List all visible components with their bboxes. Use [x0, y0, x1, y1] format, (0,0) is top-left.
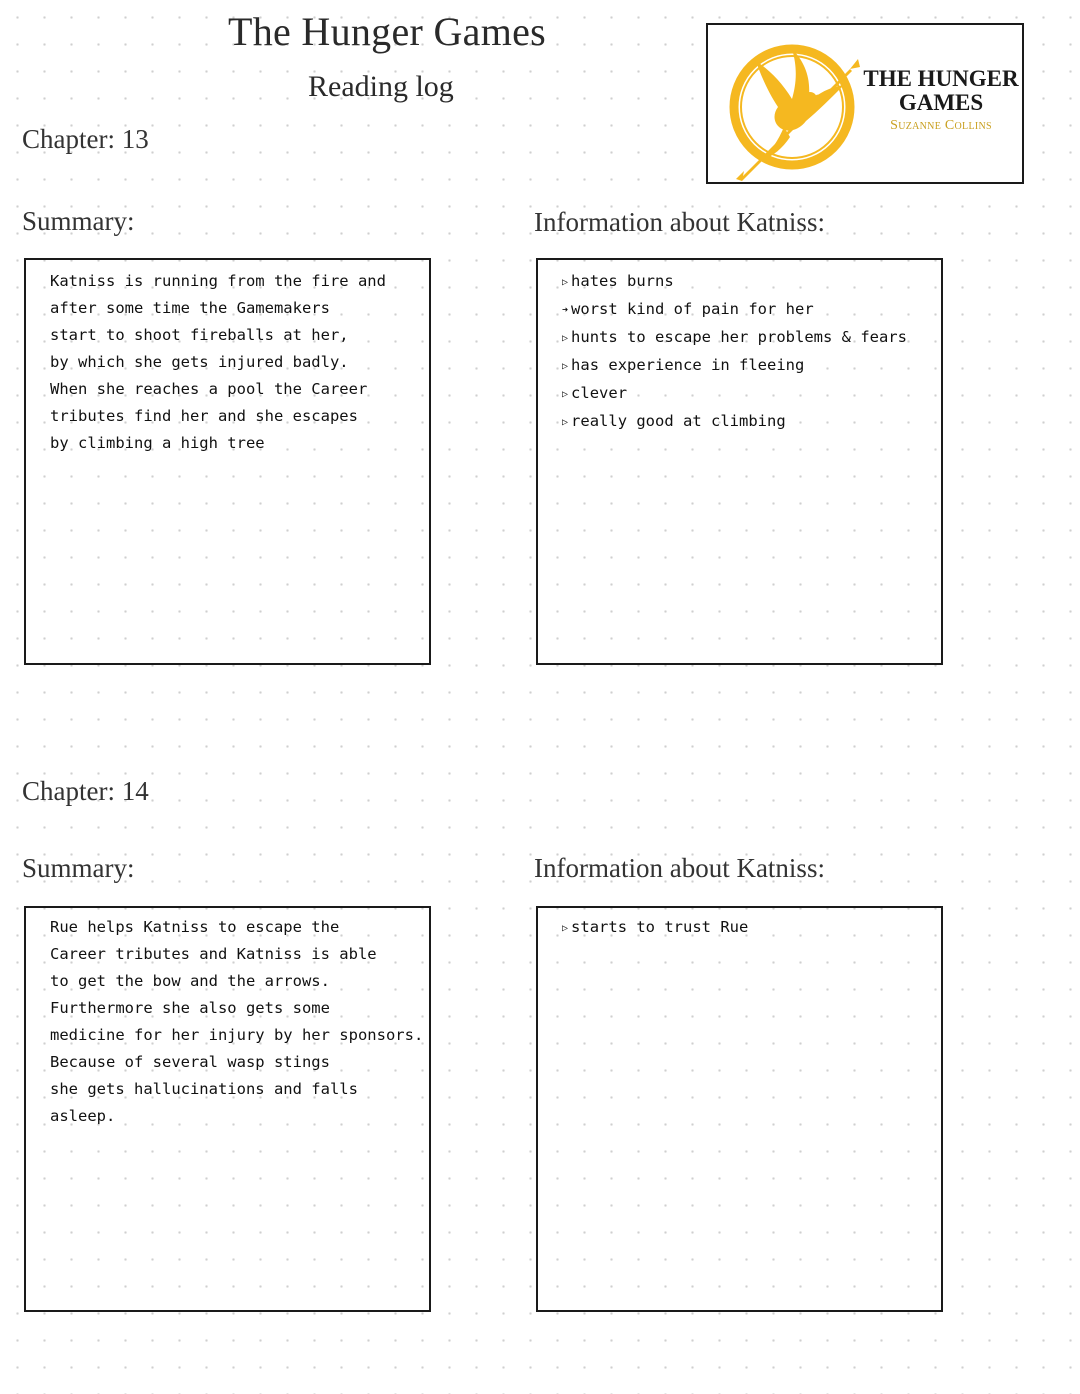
cover-author: Suzanne Collins — [890, 118, 992, 133]
list-item: ▷ starts to trust Rue — [562, 914, 748, 942]
info-box — [536, 258, 943, 665]
summary-line: start to shoot fireballs at her, — [50, 326, 349, 344]
summary-label: Summary: — [22, 853, 135, 883]
mockingjay-icon — [726, 29, 866, 183]
list-item: ▷ hates burns — [562, 268, 907, 296]
info-label: Information about Katniss: — [534, 853, 825, 883]
cover-title: THE HUNGER GAMES — [863, 66, 1019, 115]
arrow-bullet-icon: ➜ — [562, 305, 569, 316]
summary-line: asleep. — [50, 1107, 116, 1125]
summary-line: Furthermore she also gets some — [50, 999, 330, 1017]
list-item: ▷ hunts to escape her problems & fears — [562, 324, 907, 352]
summary-line: after some time the Gamemakers — [50, 299, 330, 317]
summary-box — [24, 258, 431, 665]
list-item: ▷ clever — [562, 380, 907, 408]
arrow-bullet-icon: ▷ — [562, 389, 569, 400]
arrow-bullet-icon: ▷ — [562, 417, 569, 428]
arrow-bullet-icon: ▷ — [562, 361, 569, 372]
info-label: Information about Katniss: — [534, 207, 825, 237]
list-item: ▷ really good at climbing — [562, 408, 907, 436]
summary-line: by which she gets injured badly. — [50, 353, 349, 371]
arrow-bullet-icon: ▷ — [562, 333, 569, 344]
summary-text — [50, 914, 423, 1130]
summary-line: medicine for her injury by her sponsors. — [50, 1026, 424, 1044]
summary-text — [50, 268, 386, 457]
summary-line: Katniss is running from the fire and — [50, 272, 386, 290]
info-box — [536, 906, 943, 1312]
arrow-bullet-icon: ▷ — [562, 277, 569, 288]
summary-box — [24, 906, 431, 1312]
summary-line: When she reaches a pool the Career — [50, 380, 368, 398]
summary-line: Career tributes and Katniss is able — [50, 945, 377, 963]
page-subtitle: Reading log — [308, 70, 454, 103]
list-item: ▷ has experience in fleeing — [562, 352, 907, 380]
summary-line: Rue helps Katniss to escape the — [50, 918, 340, 936]
page-title: The Hunger Games — [228, 9, 547, 54]
summary-line: to get the bow and the arrows. — [50, 972, 330, 990]
summary-label: Summary: — [22, 206, 135, 236]
info-list — [562, 268, 907, 436]
list-item: ➜ worst kind of pain for her — [562, 296, 907, 324]
summary-line: Because of several wasp stings — [50, 1053, 330, 1071]
chapter-label: Chapter: 13 — [22, 124, 149, 154]
book-cover — [706, 23, 1024, 184]
arrow-bullet-icon: ▷ — [562, 923, 569, 934]
summary-line: she gets hallucinations and falls — [50, 1080, 358, 1098]
info-list — [562, 914, 748, 942]
chapter-label: Chapter: 14 — [22, 776, 149, 806]
summary-line: by climbing a high tree — [50, 434, 265, 452]
summary-line: tributes find her and she escapes — [50, 407, 358, 425]
